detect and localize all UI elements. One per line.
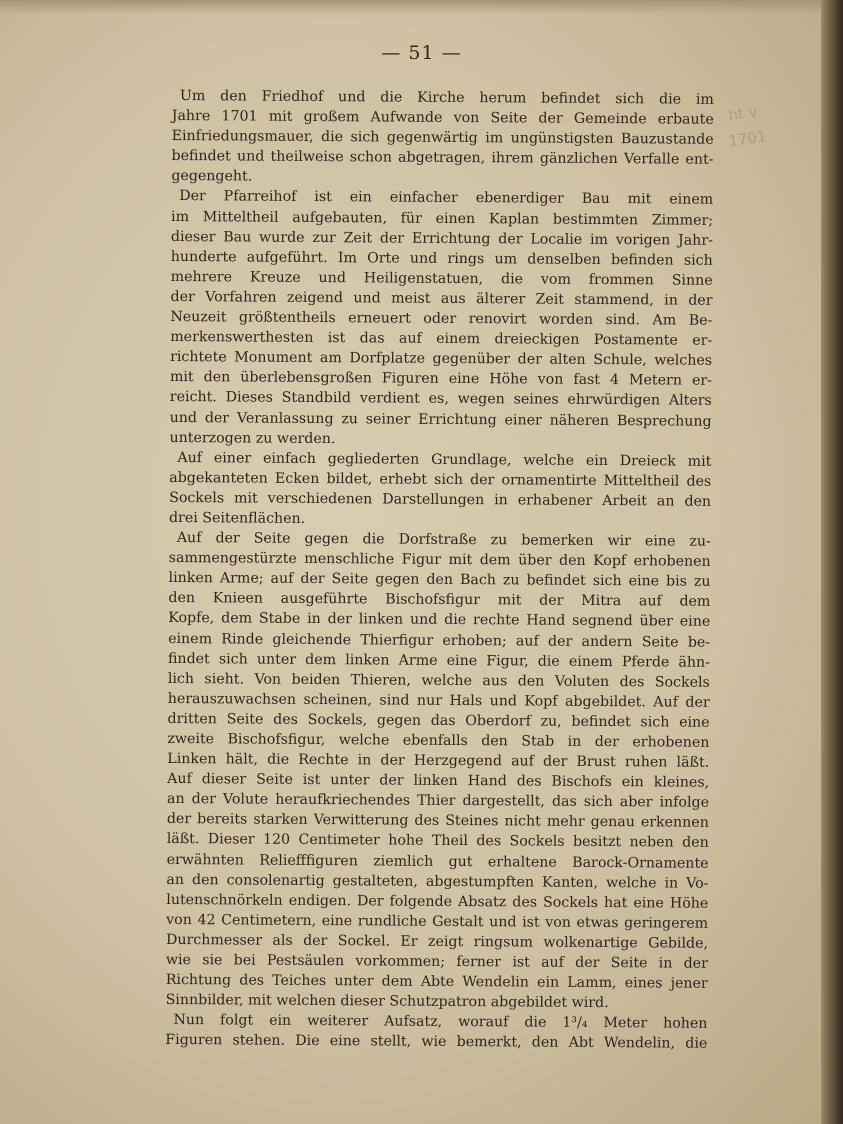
text-line: den Knieen ausgeführte Bischofsfigur mit der Mitra auf dem — [168, 590, 711, 611]
text-line: lutenschnörkeln endigen. Der folgende Absatz des Sockels hat eine Höhe — [166, 891, 709, 912]
text-line: drei Seitenflächen. — [168, 509, 306, 527]
text-line: lich sieht. Von beiden Thieren, welche aus den Voluten des Sockels — [167, 670, 710, 691]
text-line: mit den überlebensgroßen Figuren eine Höhe von fast 4 Metern er- — [169, 369, 713, 390]
text-line: Durchmesser als der Sockel. Er zeigt ringsum wolkenartige Gebilde, — [165, 931, 709, 952]
text-line: merkenswerthesten ist das auf einem dreieckigen Postamente er- — [170, 329, 713, 349]
paragraph — [169, 448, 712, 532]
page-number: — 51 — — [381, 42, 462, 64]
text-line: mehrere Kreuze und Heiligenstatuen, die vom frommen Sinne — [170, 268, 713, 289]
text-line: sammengestürzte menschliche Figur mit dem über den Kopf erhobenen — [168, 550, 711, 570]
text-line: reicht. Dieses Standbild verdient es, wegen seines ehrwürdigen Alters — [169, 389, 712, 410]
paragraph — [166, 528, 711, 1014]
text-line: herauszuwachsen scheinen, sind nur Hals und Kopf abgebildet. Auf der — [167, 690, 710, 711]
text-line: Sockels mit verschiedenen Darstellungen in erhabener Arbeit an den — [169, 489, 712, 510]
text-line: Auf einer einfach gegliederten Grundlage, welche ein Dreieck mit — [177, 449, 712, 470]
text-line: unterzogen zu werden. — [169, 429, 336, 447]
margin-notes — [728, 100, 820, 152]
text-line: gegengeht. — [171, 168, 253, 185]
paragraph — [165, 1010, 707, 1054]
text-line: von 42 Centimetern, eine rundliche Gestalt und ist von etwas geringerem — [166, 911, 709, 932]
pencil-margin-note: 1701 — [727, 127, 768, 151]
text-line: erwähnten Reliefffiguren ziemlich gut erhaltene Barock-Ornamente — [166, 851, 709, 872]
text-line: Nun folgt ein weiterer Aufsatz, worauf die 1³/₄ Meter hohen — [173, 1012, 708, 1033]
paragraph — [171, 86, 714, 190]
text-line: an der Volute heraufkriechendes Thier dargestellt, das sich aber infolge — [166, 791, 710, 812]
text-line: der Vorfahren zeigend und meist aus älterer Zeit stammend, in der — [170, 288, 713, 309]
text-line: abgekanteten Ecken bildet, erhebt sich der ornamentirte Mitteltheil des — [169, 469, 712, 490]
text-line: richtete Monument am Dorfplatze gegenüber der alten Schule, welches — [170, 349, 713, 369]
text-line: Der Pfarreihof ist ein einfacher ebenerdiger Bau mit einem — [179, 188, 714, 209]
text-line: an den consolenartig gestalteten, abgestumpften Kanten, welche in Vo- — [166, 871, 709, 892]
text-line: befindet und theilweise schon abgetragen, ihrem gänzlichen Verfalle ent- — [171, 148, 714, 169]
body-text — [165, 86, 714, 1054]
text-line: Auf dieser Seite ist unter der linken Hand des Bischofs ein kleines, — [167, 771, 710, 791]
text-line: Linken hält, die Rechte in der Herzgegend auf der Brust ruhen läßt. — [167, 751, 710, 771]
text-line: der bereits starken Verwitterung des Steines nicht mehr genau erkennen — [166, 811, 709, 832]
text-line: Richtung des Teiches unter dem Abte Wendelin ein Lamm, eines jener — [165, 972, 708, 992]
text-line: Figuren stehen. Die eine stellt, wie bemerkt, den Abt Wendelin, die — [165, 1032, 708, 1053]
book-gutter — [821, 0, 843, 1124]
text-line: zweite Bischofsfigur, welche ebenfalls den Stab in der erhobenen — [167, 730, 710, 751]
text-line: Neuzeit größtentheils erneuert oder renovirt worden sind. Am Be- — [170, 309, 713, 329]
text-line: und der Veranlassung zu seiner Errichtung einer näheren Besprechung — [169, 409, 712, 430]
text-line: läßt. Dieser 120 Centimeter hohe Theil des Sockels besitzt neben den — [166, 831, 709, 852]
text-line: Um den Friedhof und die Kirche herum befindet sich die im — [179, 88, 714, 108]
text-line: wie sie bei Pestsäulen vorkommen; ferner ist auf der Seite in der — [165, 952, 708, 972]
paragraph — [169, 186, 713, 451]
text-line: im Mitteltheil aufgebauten, für einen Kaplan bestimmten Zimmer; — [171, 208, 714, 229]
text-line: Einfriedungsmauer, die sich gegenwärtig im ungünstigsten Bauzustande — [171, 128, 714, 148]
pencil-margin-note: ht v — [727, 102, 759, 125]
text-line: dritten Seite des Sockels, gegen das Oberdorf zu, befindet sich eine — [167, 710, 710, 731]
page-top-edge — [0, 0, 843, 14]
text-line: Sinnbilder, mit welchen dieser Schutzpatron abgebildet wird. — [165, 992, 609, 1012]
text-line: Auf der Seite gegen die Dorfstraße zu bemerken wir eine zu- — [176, 530, 711, 550]
text-line: Jahre 1701 mit großem Aufwande von Seite der Gemeinde erbaute — [171, 108, 714, 128]
text-line: dieser Bau wurde zur Zeit der Errichtung der Localie im vorigen Jahr- — [170, 228, 713, 249]
text-line: findet sich unter dem linken Arme eine Figur, die einem Pferde ähn- — [167, 650, 711, 671]
text-line: einem Rinde gleichende Thierfigur erhoben; auf der andern Seite be- — [168, 630, 711, 651]
text-line: Kopfe, dem Stabe in der linken und die rechte Hand segnend über eine — [168, 610, 711, 631]
text-line: linken Arme; auf der Seite gegen den Bach zu befindet sich eine bis zu — [168, 570, 711, 591]
text-line: hunderte aufgeführt. Im Orte und rings um denselben befinden sich — [170, 248, 713, 269]
